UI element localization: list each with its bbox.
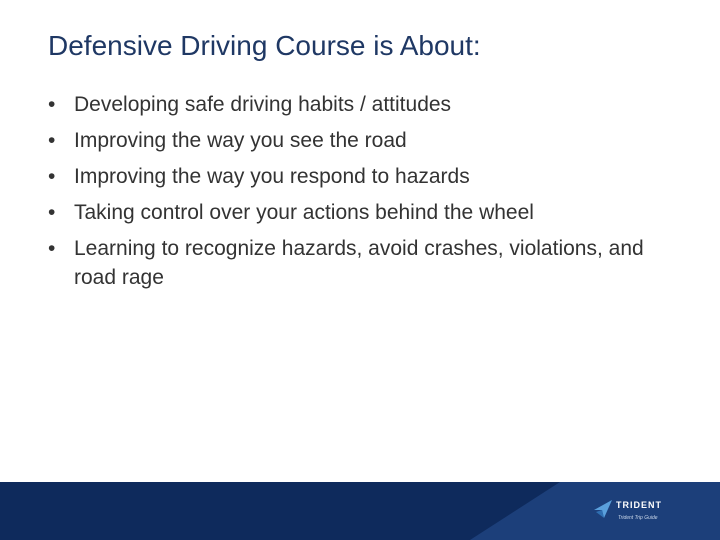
slide-title: Defensive Driving Course is About: bbox=[48, 30, 481, 61]
bullet-item bbox=[48, 126, 668, 155]
trident-logo-mark-icon bbox=[592, 496, 614, 522]
bullet-dot: • bbox=[48, 129, 56, 152]
bullet-dot: • bbox=[48, 165, 56, 188]
bullet-dot: • bbox=[48, 201, 56, 224]
bullet-item bbox=[48, 234, 668, 292]
trident-logo bbox=[592, 496, 682, 528]
logo-wordmark: TRIDENT bbox=[616, 500, 662, 510]
bullet-list bbox=[48, 90, 668, 299]
bullet-item bbox=[48, 198, 668, 227]
bullet-dot: • bbox=[48, 93, 56, 116]
bullet-text: Developing safe driving habits / attitudes bbox=[74, 93, 452, 116]
logo-tagline: Trident Trip Guide bbox=[618, 515, 658, 521]
bullet-text: Improving the way you respond to hazards bbox=[74, 165, 470, 188]
bullet-text: Taking control over your actions behind the wheel bbox=[74, 201, 534, 224]
bullet-text: Improving the way you see the road bbox=[74, 129, 407, 152]
bullet-item bbox=[48, 162, 668, 191]
bullet-dot: • bbox=[48, 237, 56, 260]
bullet-item bbox=[48, 90, 668, 119]
bullet-text: Learning to recognize hazards, avoid crashes, violations, and road rage bbox=[74, 237, 644, 289]
